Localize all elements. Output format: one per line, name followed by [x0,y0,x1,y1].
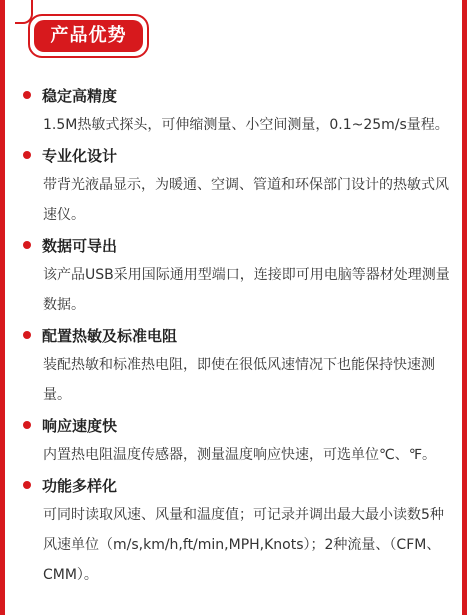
feature-title: 专业化设计 [42,146,118,165]
bullet-dot-icon [23,241,31,249]
feature-item [22,230,454,320]
feature-item [22,140,454,230]
feature-item [22,470,454,590]
feature-description: 可同时读取风速、风量和温度值；可记录并调出最大最小读数5种风速单位（m/s,km/h,ft/min,MPH,Knots）；2种流量、（CFM、CMM）。 [43,507,444,583]
bullet-dot-icon [23,421,31,429]
feature-description: 该产品USB采用国际通用型端口，连接即可用电脑等器材处理测量数据。 [43,267,450,313]
feature-title-row [22,80,454,110]
feature-title-row [22,230,454,260]
feature-title: 响应速度快 [42,416,118,435]
feature-description: 带背光液晶显示，为暖通、空调、管道和环保部门设计的热敏式风速仪。 [43,177,449,223]
feature-title-row [22,470,454,500]
bullet-dot-icon [23,481,31,489]
bullet-dot-icon [23,151,31,159]
feature-title-row [22,410,454,440]
section-title-badge: 产品优势 [34,20,143,52]
feature-description: 内置热电阻温度传感器，测量温度响应快速，可选单位℃、℉。 [43,447,437,463]
feature-title-row [22,320,454,350]
feature-title: 数据可导出 [42,236,118,255]
feature-title: 稳定高精度 [42,86,118,105]
feature-description: 装配热敏和标准热电阻，即使在很低风速情况下也能保持快速测量。 [43,357,435,403]
feature-list [22,80,454,590]
feature-description: 1.5M热敏式探头，可伸缩测量、小空间测量，0.1~25m/s量程。 [43,117,449,133]
bullet-dot-icon [23,91,31,99]
bullet-dot-icon [23,331,31,339]
feature-item [22,320,454,410]
feature-title: 配置热敏及标准电阻 [42,326,178,345]
feature-title: 功能多样化 [42,476,118,495]
feature-item [22,80,454,140]
feature-title-row [22,140,454,170]
feature-item [22,410,454,470]
